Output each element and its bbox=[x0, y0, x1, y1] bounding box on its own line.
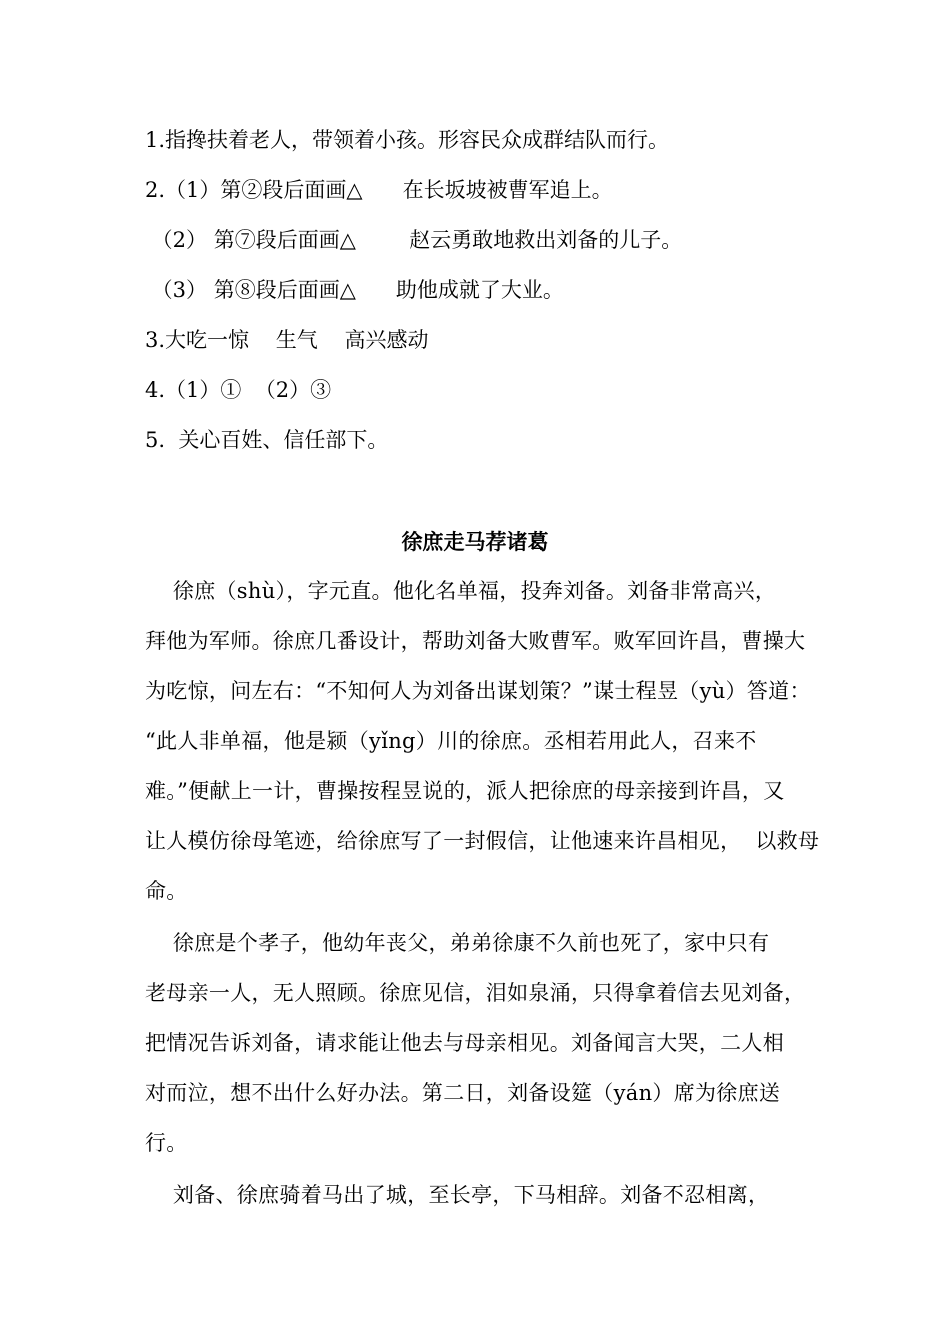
answer-2-1: 2.（1）第②段后面画△ 在长坂坡被曹军追上。 bbox=[145, 178, 613, 202]
answer-1: 1.指搀扶着老人，带领着小孩。形容民众成群结队而行。 bbox=[145, 128, 670, 152]
answer-2-2: （2） 第⑦段后面画△ 赵云勇敢地救出刘备的儿子。 bbox=[145, 228, 683, 252]
story-title: 徐庶走马荐诸葛 bbox=[401, 530, 549, 554]
story-line: 让人模仿徐母笔迹，给徐庶写了一封假信，让他速来许昌相见， 以救母 bbox=[145, 829, 820, 853]
story-line: 行。 bbox=[145, 1131, 188, 1155]
story-line: 徐庶（shù），字元直。他化名单福，投奔刘备。刘备非常高兴， bbox=[145, 579, 777, 603]
story-line: 难。”便献上一计，曹操按程昱说的，派人把徐庶的母亲接到许昌，又 bbox=[145, 779, 785, 803]
story-line: 为吃惊，问左右：“不知何人为刘备出谋划策？”谋士程昱（yù）答道： bbox=[145, 679, 811, 703]
story-line: 老母亲一人，无人照顾。徐庶见信，泪如泉涌，只得拿着信去见刘备， bbox=[145, 981, 806, 1005]
answer-3: 3.大吃一惊 生气 高兴感动 bbox=[145, 328, 429, 352]
story-line: “此人非单福，他是颍（yǐng）川的徐庶。丞相若用此人，召来不 bbox=[145, 729, 757, 753]
answer-2-3: （3） 第⑧段后面画△ 助他成就了大业。 bbox=[145, 278, 564, 302]
story-line: 刘备、徐庶骑着马出了城，至长亭，下马相辞。刘备不忍相离， bbox=[145, 1183, 770, 1207]
answer-5: 5. 关心百姓、信任部下。 bbox=[145, 428, 389, 452]
story-line: 对而泣，想不出什么好办法。第二日，刘备设筵（yán）席为徐庶送 bbox=[145, 1081, 781, 1105]
story-line: 把情况告诉刘备，请求能让他去与母亲相见。刘备闻言大哭，二人相 bbox=[145, 1031, 784, 1055]
story-line: 命。 bbox=[145, 879, 188, 903]
story-line: 拜他为军师。徐庶几番设计，帮助刘备大败曹军。败军回许昌，曹操大 bbox=[145, 629, 806, 653]
story-line: 徐庶是个孝子，他幼年丧父，弟弟徐康不久前也死了，家中只有 bbox=[145, 931, 770, 955]
answer-4: 4.（1）① （2）③ bbox=[145, 378, 332, 402]
